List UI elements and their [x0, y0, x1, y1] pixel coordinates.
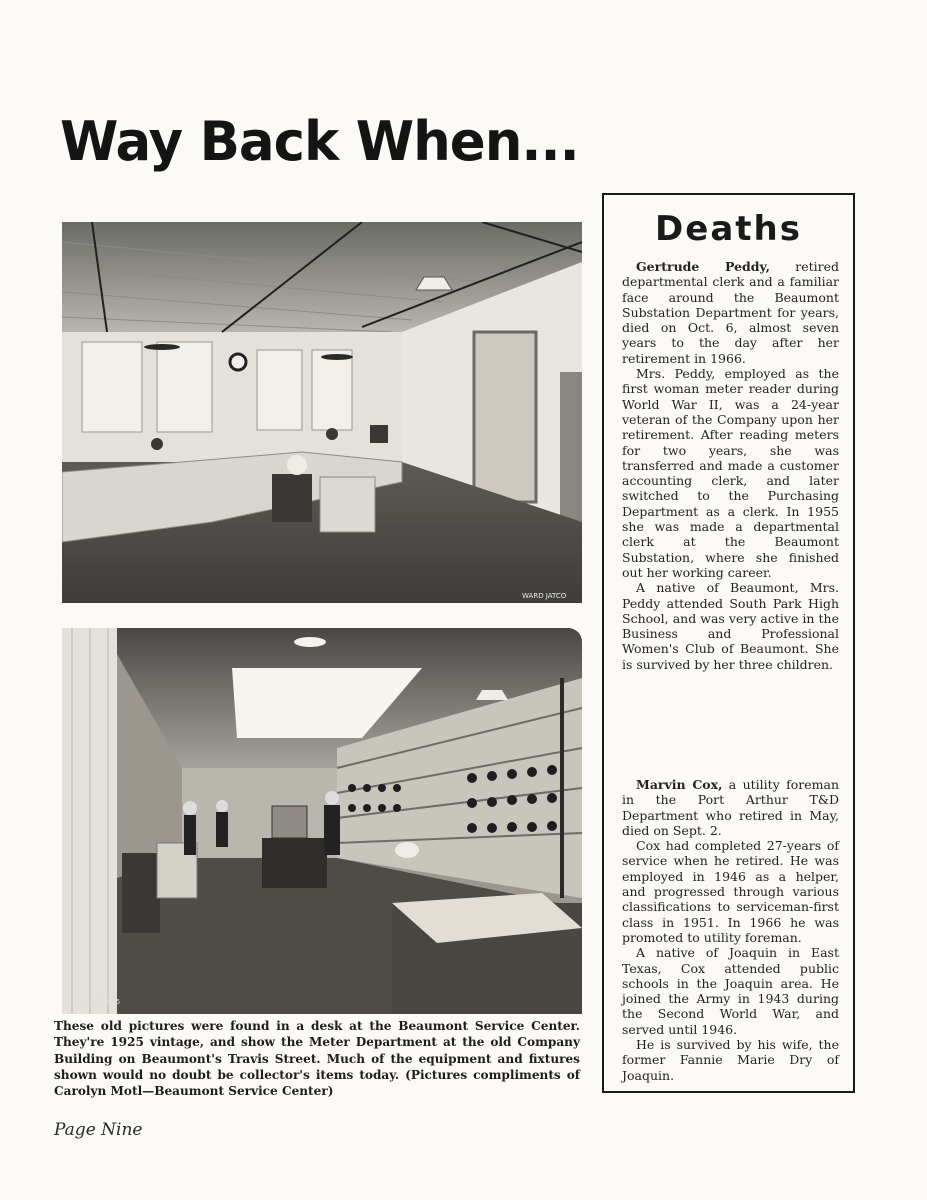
obituary-paragraph: Cox had completed 27-years of service when he retired. He was employed in 1946 as a helper, and progressed through various classifications to serviceman-first class in 1951. In 1966 he was promoted to utility foreman.	[622, 838, 839, 945]
obituary-paragraph: A native of Beaumont, Mrs. Peddy attended South Park High School, and was very active in the Business and Professional Women's Club of Beaumont. She is survived by her three children.	[622, 580, 839, 672]
obituary-gertrude-peddy	[622, 259, 839, 672]
photo-watermark: J. 31. 905	[87, 998, 121, 1006]
obituary-marvin-cox	[622, 777, 839, 1083]
page-number: Page Nine	[54, 1120, 143, 1140]
deaths-title: Deaths	[655, 209, 802, 249]
obituary-paragraph: He is survived by his wife, the former Fannie Marie Dry of Joaquin.	[622, 1037, 839, 1083]
obituary-paragraph: A native of Joaquin in East Texas, Cox attended public schools in the Joaquin area. He joined the Army in 1943 during the Second World War, and served until 1946.	[622, 945, 839, 1037]
obituary-name: Marvin Cox,	[636, 777, 723, 792]
office-interior-photo	[62, 222, 582, 603]
deaths-column	[602, 193, 855, 1093]
photo-watermark: WARD JATCO	[522, 592, 567, 600]
obituary-name: Gertrude Peddy,	[636, 259, 770, 274]
obituary-paragraph: Mrs. Peddy, employed as the first woman meter reader during World War II, was a 24-year veteran of the Company upon her retirement. After reading meters for two years, she was transferred and made a customer accounting clerk, and later switched to the Purchasing Department as a clerk. In 1955 she was made a departmental clerk at the Beaumont Substation, where she finished out her working career.	[622, 366, 839, 580]
photo-caption: These old pictures were found in a desk at the Beaumont Service Center. They're 1925 vintage, and show the Meter Department at the old Company Building on Beaumont's Travis Street. Much of the equipment and fixtures shown would no doubt be collector's items today. (Pictures compliments of Carolyn Motl—Beaumont Service Center)	[54, 1019, 580, 1099]
page-headline: Way Back When...	[60, 110, 579, 173]
obituary-paragraph: Marvin Cox, a utility foreman in the Port Arthur T&D Department who retired in May, died on Sept. 2.	[622, 777, 839, 838]
obituary-paragraph: Gertrude Peddy, retired departmental clerk and a familiar face around the Beaumont Substation Department for years, died on Oct. 6, almost seven years to the day after her retirement in 1966.	[622, 259, 839, 366]
meter-department-photo	[62, 628, 582, 1014]
